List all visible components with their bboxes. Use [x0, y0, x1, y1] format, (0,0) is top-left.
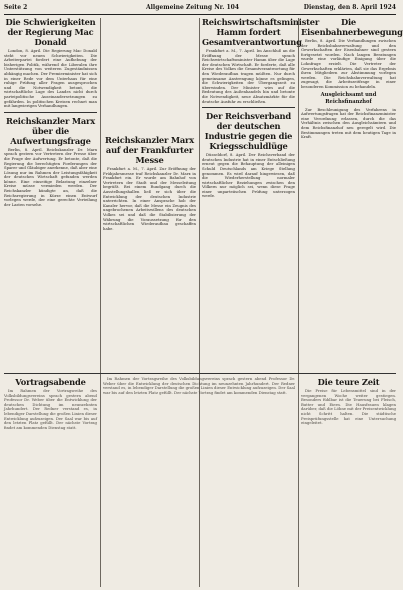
headline: Die Schwierigkeiten der Regierung Mac Donald [5, 17, 96, 47]
page-number: Seite 2 [4, 4, 28, 11]
article [4, 17, 97, 109]
column-1-bottom [4, 377, 97, 587]
headline: Die Eisenbahnerbewegung [301, 17, 403, 37]
article-body: Im Rahmen der Vortragsreihe des Volksbildungsvereins sprach gestern abend Professor Dr. Weber über die Entwicklung der deutschen Dichtung im neunzehnten Jahrhundert. Der Redner verstand es, in lebendiger Darstellung die großen Linien dieser Entwicklung aufzuzeigen. Der Saal war bis auf den letzten Platz gefüllt. Der nächste Vortrag findet am kommenden Dienstag statt. [4, 388, 97, 430]
column-2 [103, 17, 196, 371]
column-4-bottom [301, 377, 396, 587]
article [301, 92, 396, 140]
article [202, 17, 320, 104]
headline: Die teure Zeit [317, 377, 380, 387]
column-2-3-bottom [103, 377, 295, 587]
article-body: London, 8. April. Die Regierung Mac Donald steht vor neuen Schwierigkeiten. Die Arbeiterpartei fordert eine Aufhebung der bisherigen Politik, während die Liberalen ihre Unterstützung von weiteren Zugeständnissen abhängig machen. Der Premierminister hat sich in einer Rede vor dem Unterhaus für eine ruhige Prüfung aller Fragen ausgesprochen und die Notwendigkeit betont, die wirtschaftliche Lage des Landes nicht durch parteipolitische Auseinandersetzungen zu gefährden. In politischen Kreisen rechnet man mit langwierigen Verhandlungen. [4, 48, 97, 109]
article [4, 116, 97, 208]
column-rule [100, 18, 101, 587]
headline: Der Reichsverband der deutschen Industrie gegen die Kriegsschuldlüge [204, 111, 293, 152]
article-body: Im Rahmen der Vortragsreihe des Volksbildungsvereins sprach gestern abend Professor Dr. Weber über die Entwicklung der deutschen Dichtung im neunzehnten Jahrhundert. Der Redner verstand es, in lebendiger Darstellung die großen Linien dieser Entwicklung aufzuzeigen. Der Saal war bis auf den letzten Platz gefüllt. Der nächste Vortrag findet am kommenden Dienstag statt. [103, 376, 295, 395]
article-body: Düsseldorf, 8. April. Der Reichsverband der deutschen Industrie hat in einer Entschließung erneut gegen die Behauptung der alleinigen Schuld Deutschlands am Kriege Stellung genommen. Es wird darauf hingewiesen, daß die Wiederherstellung normaler wirtschaftlicher Beziehungen zwischen den Völkern nur möglich sei, wenn diese Frage einer unparteiischen Prüfung unterzogen werde. [202, 152, 295, 199]
masthead: Allgemeine Zeitung Nr. 104 [146, 4, 239, 11]
article-body: Frankfurt a. M., 7. April. Zur Eröffnung der Frühjahrsmesse traf Reichskanzler Dr. Marx in Frankfurt ein. Er wurde am Bahnhof von Vertretern der Stadt und der Messeleitung begrüßt. Bei einem Rundgang durch die Ausstellungshallen ließ er sich über die Entwicklung der deutschen Industrie unterrichten. In einer Ansprache hob der Kanzler hervor, daß die Messe ein Zeugnis des ungebrochenen Arbeitswillens des deutschen Volkes sei und daß die Stabilisierung der Währung die Voraussetzung für den wirtschaftlichen Wiederaufbau geschaffen habe. [103, 166, 196, 231]
column-4 [301, 17, 403, 371]
article [202, 111, 295, 199]
page-header [4, 4, 396, 15]
article-body: Berlin, 8. April. Reichskanzler Dr. Marx sprach gestern vor Vertretern der Presse über die Frage der Aufwertung. Er betonte, daß die Regierung die berechtigten Forderungen der Sparer und Gläubiger anerkenne, daß aber eine Lösung nur im Rahmen der Leistungsfähigkeit der deutschen Wirtschaft gefunden werden könne. Eine einseitige Belastung einzelner Kreise müsse vermieden werden. Der Reichskanzler kündigte an, daß die Reichsregierung in Kürze einen Entwurf vorlegen werde, der eine gerechte Verteilung der Lasten vorsehe. [4, 146, 97, 207]
article [301, 377, 396, 426]
headline: Vortragsabende [15, 377, 86, 387]
dateline: Dienstag, den 8. April 1924 [303, 4, 396, 11]
section-rule [4, 373, 396, 374]
article-body: Frankfurt a. M., 7. April. Im Anschluß an die Eröffnung der Messe sprach Reichswirtschaftsminister Hamm über die Lage der deutschen Wirtschaft. Er forderte, daß alle Kreise des Volkes die Gesamtverantwortung für den Wiederaufbau tragen müßten. Nur durch gemeinsame Anstrengung könne es gelingen, die Schwierigkeiten der Übergangszeit zu überwinden. Der Minister wies auf die Bedeutung des Außenhandels hin und betonte die Notwendigkeit, neue Absatzmärkte für die deutsche Ausfuhr zu erschließen. [202, 48, 295, 104]
column-3 [202, 17, 320, 371]
article-body: Die Preise für Lebensmittel sind in der vergangenen Woche weiter gestiegen. Besonders fühlbar ist die Teuerung bei Fleisch, Butter und Eiern. Die Hausfrauen klagen darüber, daß die Löhne mit der Preisentwicklung nicht Schritt halten. Die städtische Preisprüfungsstelle hat eine Untersuchung eingeleitet. [301, 388, 396, 426]
column-1 [4, 17, 97, 371]
column-rule [298, 18, 299, 587]
article [4, 377, 97, 430]
article-body: Berlin, 8. April. Die Verhandlungen zwischen der Reichsbahnverwaltung und den Gewerkschaften der Eisenbahner sind gestern fortgesetzt worden. Nach langen Beratungen wurde eine vorläufige Einigung über die Lohnfrage erzielt. Die Vertreter der Gewerkschaften erklärten, daß sie das Ergebnis ihren Mitgliedern zur Abstimmung vorlegen werden. Die Reichsbahnverwaltung hat zugesagt, die Arbeitszeitfrage in einer besonderen Kommission zu behandeln. [301, 38, 396, 89]
headline: Reichskanzler Marx auf der Frankfurter Messe [105, 135, 194, 165]
article [301, 17, 403, 90]
article-body: Zur Beschleunigung des Verfahrens in Aufwertungsfragen hat der Reichsfinanzminister eine Verordnung erlassen, durch die das Verhältnis zwischen den Ausgleichsämtern und dem Reichsfinanzhof neu geregelt wird. Die Bestimmungen treten mit dem heutigen Tage in Kraft. [301, 106, 396, 140]
article-rule [4, 112, 97, 113]
article [103, 135, 196, 231]
headline: Reichswirtschaftsminister Hamm fordert Gesamtverantwortung [202, 17, 320, 47]
headline: Reichskanzler Marx über die Aufwertungsfrage [6, 115, 95, 146]
headline: Ausgleichsamt und Reichsfinanzhof [320, 91, 377, 105]
article-rule [202, 107, 295, 108]
